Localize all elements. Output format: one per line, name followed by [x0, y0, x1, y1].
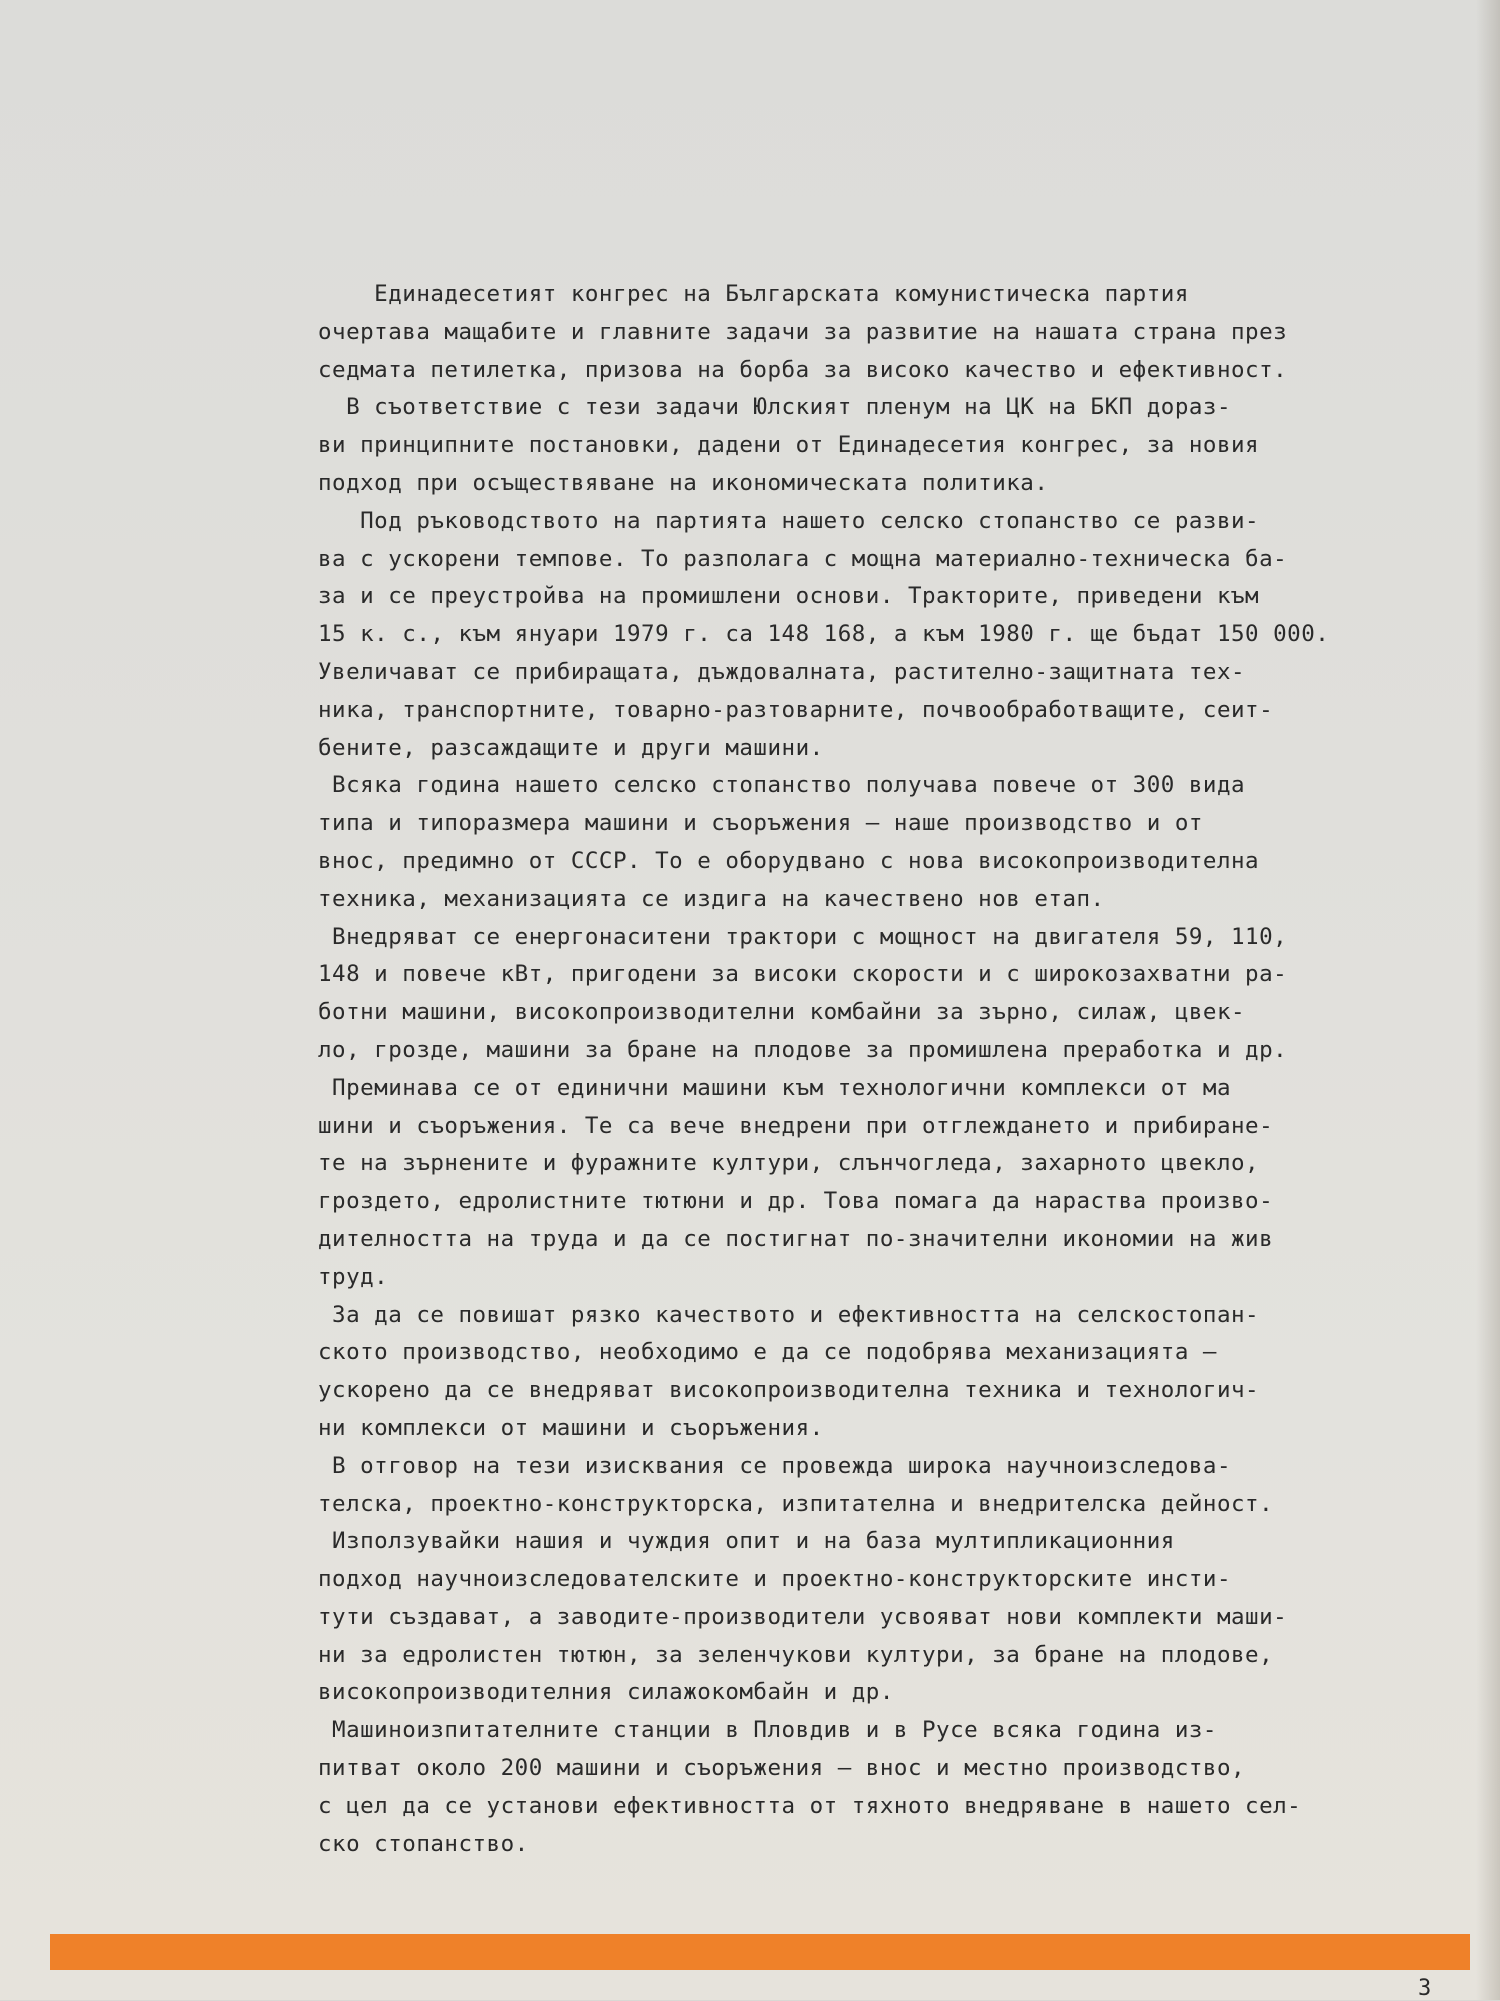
- text-line: техника, механизацията се издига на качествено нов етап.: [318, 885, 1105, 912]
- text-line: 148 и повече кВт, пригодени за високи скорости и с широкозахватни ра-: [318, 961, 1288, 988]
- text-line: ско стопанство.: [318, 1830, 529, 1857]
- text-line: те на зърнените и фуражните култури, слънчогледа, захарното цвекло,: [318, 1150, 1260, 1177]
- text-line: ни комплекси от машини и съоръжения.: [318, 1414, 824, 1441]
- paragraph: [318, 919, 1418, 1070]
- text-line: ника, транспортните, товарно-разтоварните, почвообработващите, сеит-: [318, 696, 1274, 723]
- text-line: Всяка година нашето селско стопанство получава повече от 300 вида: [318, 772, 1246, 799]
- text-line: бените, разсаждащите и други машини.: [318, 734, 824, 761]
- text-line: ни за едролистен тютюн, за зеленчукови култури, за бране на плодове,: [318, 1641, 1274, 1668]
- text-line: високопроизводителния силажокомбайн и др.: [318, 1679, 894, 1706]
- paragraph: [318, 767, 1418, 918]
- text-line: В отговор на тези изисквания се провежда широка научноизследова-: [318, 1452, 1231, 1479]
- text-line: Използувайки нашия и чуждия опит и на база мултипликационния: [318, 1528, 1175, 1555]
- text-line: ското производство, необходимо е да се подобрява механизацията —: [318, 1339, 1217, 1366]
- text-line: ви принципните постановки, дадени от Единадесетия конгрес, за новия: [318, 432, 1260, 459]
- text-line: ботни машини, високопроизводителни комбайни за зърно, силаж, цвек-: [318, 999, 1246, 1026]
- text-line: очертава мащабите и главните задачи за развитие на нашата страна през: [318, 318, 1288, 345]
- text-line: Единадесетият конгрес на Българската комунистическа партия: [318, 281, 1189, 307]
- text-line: труд.: [318, 1263, 389, 1290]
- text-line: тути създават, а заводите-производители усвояват нови комплекти маши-: [318, 1603, 1288, 1630]
- paragraph: [318, 1448, 1418, 1524]
- text-line: Преминава се от единични машини към технологични комплекси от ма: [318, 1074, 1231, 1101]
- text-line: Увеличават се прибиращата, дъждовалната, растително-защитната тех-: [318, 658, 1246, 685]
- paragraph: [318, 1523, 1418, 1712]
- text-line: ва с ускорени темпове. То разполага с мощна материално-техническа ба-: [318, 545, 1288, 572]
- text-line: В съответствие с тези задачи Юлският пленум на ЦК на БКП дораз-: [318, 394, 1231, 421]
- text-line: ло, грозде, машини за бране на плодове за промишлена преработка и др.: [318, 1036, 1288, 1063]
- text-line: седмата петилетка, призова на борба за високо качество и ефективност.: [318, 356, 1288, 383]
- paragraph: [318, 503, 1418, 768]
- text-line: За да се повишат рязко качеството и ефективността на селскостопан-: [318, 1301, 1260, 1328]
- text-line: гроздето, едролистните тютюни и др. Това помага да нараства произво-: [318, 1188, 1274, 1215]
- paragraph: [318, 389, 1418, 502]
- text-line: шини и съоръжения. Те са вече внедрени при отглеждането и прибиране-: [318, 1112, 1274, 1139]
- text-line: Машиноизпитателните станции в Пловдив и в Русе всяка година из-: [318, 1717, 1217, 1744]
- paragraph: [318, 1070, 1418, 1297]
- text-line: Под ръководството на партията нашето селско стопанство се разви-: [318, 507, 1260, 534]
- text-line: Внедряват се енергонаситени трактори с мощност на двигателя 59, 110,: [318, 923, 1288, 950]
- text-line: 15 к. с., към януари 1979 г. са 148 168, а към 1980 г. ще бъдат 150 000.: [318, 621, 1330, 648]
- text-line: внос, предимно от СССР. То е оборудвано с нова високопроизводителна: [318, 847, 1260, 874]
- text-line: с цел да се установи ефективността от тяхното внедряване в нашето сел-: [318, 1792, 1302, 1819]
- body-text: [318, 276, 1418, 1863]
- paragraph: [318, 276, 1418, 389]
- orange-footer-band: [50, 1934, 1470, 1970]
- text-line: подход научноизследователските и проектно-конструкторските инсти-: [318, 1566, 1231, 1593]
- text-line: питват около 200 машини и съоръжения — внос и местно производство,: [318, 1755, 1246, 1782]
- text-line: телска, проектно-конструкторска, изпитателна и внедрителска дейност.: [318, 1490, 1274, 1517]
- text-line: подход при осъществяване на икономическата политика.: [318, 469, 1049, 496]
- text-line: ускорено да се внедряват високопроизводителна техника и технологич-: [318, 1377, 1260, 1404]
- text-line: дителността на труда и да се постигнат по-значителни икономии на жив: [318, 1225, 1274, 1252]
- page-edge-shadow: [1476, 0, 1500, 2000]
- text-line: типа и типоразмера машини и съоръжения — наше производство и от: [318, 810, 1203, 837]
- paragraph: [318, 1297, 1418, 1448]
- text-line: за и се преустройва на промишлени основи. Тракторите, приведени към: [318, 583, 1260, 610]
- page-number: 3: [1418, 1976, 1432, 2001]
- paragraph: [318, 1712, 1418, 1863]
